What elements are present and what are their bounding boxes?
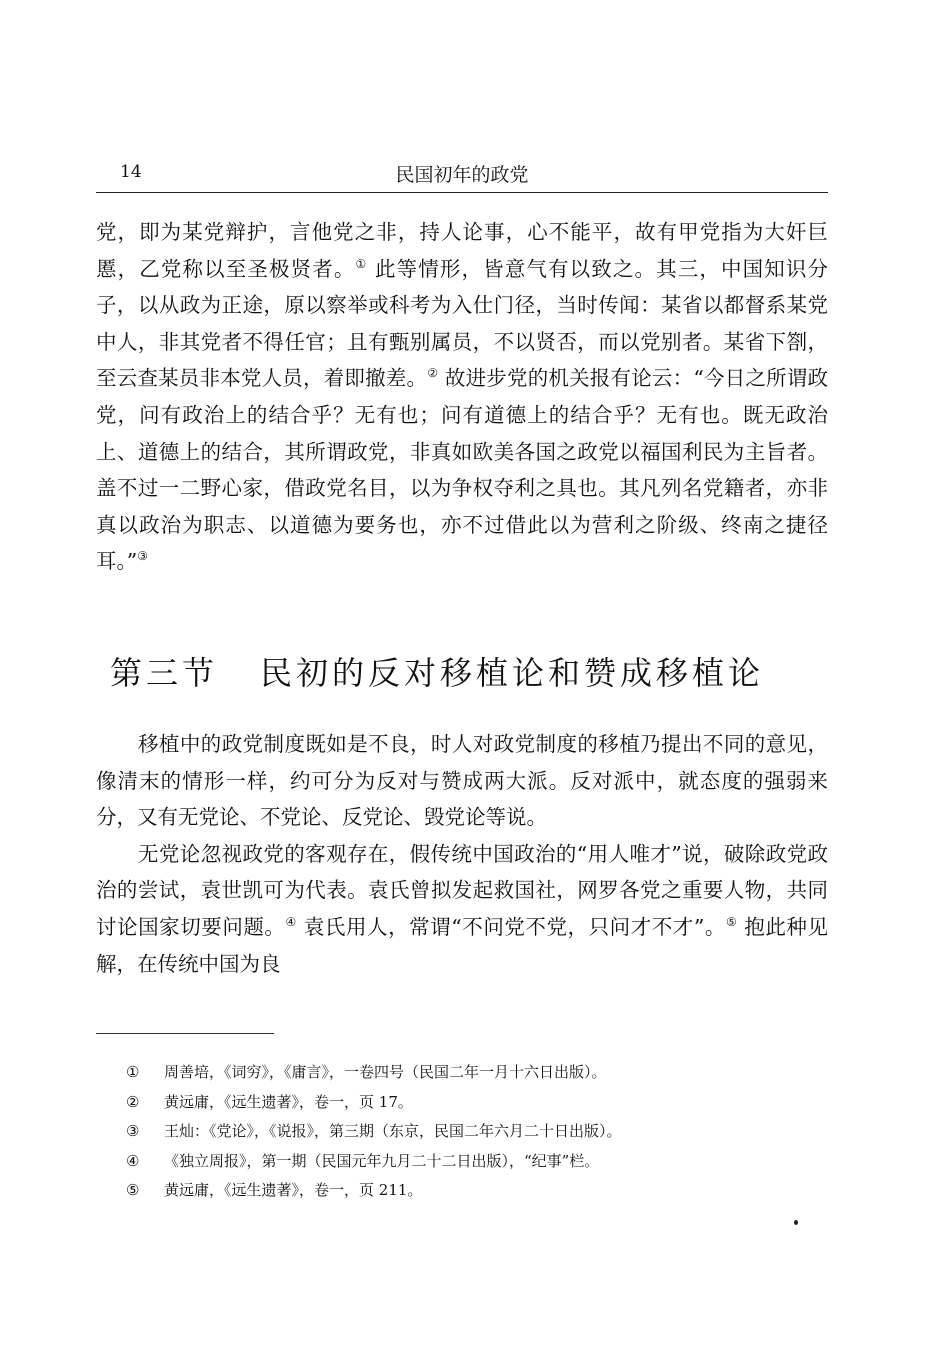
footnote xyxy=(126,1058,826,1088)
footnote xyxy=(126,1176,826,1206)
section-heading xyxy=(110,648,830,694)
footnote-text: 《独立周报》，第一期（民国元年九月二十二日出版），“纪事”栏。 xyxy=(164,1151,600,1170)
footnote xyxy=(126,1117,826,1147)
footnote-reference: ① xyxy=(355,256,368,271)
footnotes xyxy=(126,1058,826,1206)
footnote-text: 周善培，《词穷》，《庸言》，一卷四号（民国二年一月十六日出版）。 xyxy=(164,1063,607,1081)
print-speck xyxy=(794,1220,798,1225)
footnote-reference: ② xyxy=(427,366,439,381)
footnote-mark: ① xyxy=(126,1063,140,1081)
section-title: 民初的反对移植论和赞成移植论 xyxy=(260,654,765,692)
text-run: 无党论忽视政党的客观存在，假传统中国政治的“用人唯才”说，破除政党政治的尝试，袁世凯可为代表。袁氏曾拟发起救国社，网罗各党之重要人物，共同讨论国家切要问题。 xyxy=(96,841,828,939)
running-title: 民国初年的政党 xyxy=(395,164,529,186)
paragraph xyxy=(96,726,828,836)
text-run: 抱此种见解，在传统中国为良 xyxy=(96,914,828,976)
footnote-reference: ③ xyxy=(137,549,148,564)
footnote xyxy=(126,1088,826,1118)
text-run: 袁氏用人，常谓“不问党不党，只问才不才”。 xyxy=(296,914,726,939)
footnote-mark: ⑤ xyxy=(126,1181,140,1199)
footnote-reference: ④ xyxy=(285,914,297,929)
text-run: 党，即为某党辩护，言他党之非，持人论事，心不能平，故有甲党指为大奸巨慝，乙党称以至圣极贤者。 xyxy=(96,220,828,281)
footnote-text: 黄远庸，《远生遗著》，卷一，页 211。 xyxy=(164,1181,423,1199)
text-run: 此等情形，皆意气有以致之。其三，中国知识分子，以从政为正途，原以察举或科考为入仕门径，当时传闻：某省以都督系某党中人，非其党者不得任官；且有甄别属员，不以贤否，而以党别者。某省下劄，至云查某员非本党人员，着即撤差。 xyxy=(96,256,829,391)
section-number: 第三节 xyxy=(110,654,219,692)
paragraph xyxy=(96,836,828,982)
footnote xyxy=(126,1147,826,1177)
footnote-mark: ④ xyxy=(126,1151,140,1170)
paragraph xyxy=(96,214,828,580)
footnote-text: 王灿：《党论》，《说报》，第三期（东京，民国二年六月二十日出版）。 xyxy=(164,1122,622,1140)
footnote-mark: ③ xyxy=(126,1122,140,1140)
text-run: 移植中的政党制度既如是不良，时人对政党制度的移植乃提出不同的意见，像清末的情形一样，约可分为反对与赞成两大派。反对派中，就态度的强弱来分，又有无党论、不党论、反党论、毁党论等说。 xyxy=(96,732,828,830)
footnote-text: 黄远庸，《远生遗著》，卷一，页 17。 xyxy=(164,1092,413,1111)
footnote-divider xyxy=(96,1033,274,1034)
footnote-mark: ② xyxy=(126,1092,140,1111)
page-header xyxy=(96,158,828,193)
body-text-top xyxy=(96,214,828,580)
body-text-bottom xyxy=(96,726,828,982)
text-run: 故进步党的机关报有论云：“今日之所谓政党，问有政治上的结合乎？无有也；问有道德上的结合乎？无有也。既无政治上、道德上的结合，其所谓政党，非真如欧美各国之政党以福国利民为主旨者。盖不过一二野心家，借政党名目，以为争权夺利之具也。其凡列名党籍者，亦非真以政治为职志、以道德为要务也，亦不过借此以为营利之阶级、终南之捷径耳。” xyxy=(96,366,829,574)
page-number: 14 xyxy=(120,162,142,182)
footnote-reference: ⑤ xyxy=(725,914,738,929)
